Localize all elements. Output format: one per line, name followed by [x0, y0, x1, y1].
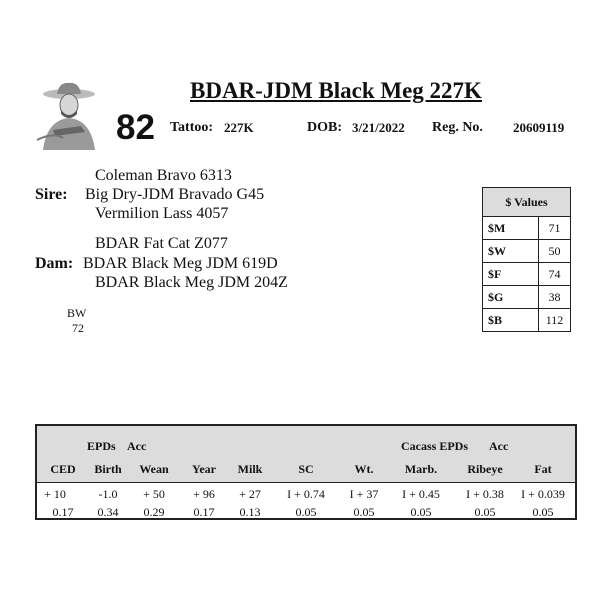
- bw-value: 72: [72, 321, 84, 335]
- epd-col-header: Marb.: [404, 462, 438, 476]
- table-row: [483, 286, 571, 309]
- dollar-key: $G: [483, 286, 539, 309]
- dollar-value: 112: [539, 309, 571, 332]
- table-row: [483, 217, 571, 240]
- dollar-key: $B: [483, 309, 539, 332]
- sire-label: Sire:: [35, 186, 68, 203]
- epd-accuracy: 0.05: [474, 505, 496, 519]
- dollar-value: 50: [539, 240, 571, 263]
- dob-label: DOB:: [307, 120, 342, 135]
- animal-name-title: BDAR-JDM Black Meg 227K: [190, 78, 482, 103]
- epd-col-header: Fat: [534, 462, 552, 476]
- epds-group-label: EPDs: [87, 439, 116, 453]
- epd-accuracy: 0.34: [97, 505, 119, 519]
- epd-accuracy: 0.05: [410, 505, 432, 519]
- epd-value: + 96: [193, 487, 215, 501]
- dam-sire: BDAR Fat Cat Z077: [95, 235, 228, 252]
- dam-dam: BDAR Black Meg JDM 204Z: [95, 274, 288, 291]
- epd-col-header: Wean: [139, 462, 169, 476]
- tattoo-label: Tattoo:: [170, 120, 214, 135]
- epd-col-header: Wt.: [354, 462, 374, 476]
- table-row: [483, 240, 571, 263]
- table-row: [483, 263, 571, 286]
- dam-name: BDAR Black Meg JDM 619D: [83, 255, 278, 272]
- epd-value: + 50: [143, 487, 165, 501]
- epd-table: [35, 424, 577, 520]
- epd-value: -1.0: [98, 487, 118, 501]
- epd-accuracy: 0.17: [52, 505, 74, 519]
- epd-col-header: CED: [50, 462, 76, 476]
- table-row: [483, 309, 571, 332]
- epd-value: I + 0.74: [287, 487, 325, 501]
- dollar-key: $M: [483, 217, 539, 240]
- epd-accuracy: 0.05: [295, 505, 317, 519]
- dollar-values-table: [482, 187, 571, 332]
- dollar-key: $F: [483, 263, 539, 286]
- ranch-logo: [33, 80, 103, 150]
- carcass-acc-label: Acc: [489, 439, 509, 453]
- epd-col-header: SC: [298, 462, 314, 476]
- epd-accuracy: 0.05: [532, 505, 554, 519]
- epd-accuracy: 0.29: [143, 505, 165, 519]
- dollar-value: 38: [539, 286, 571, 309]
- epd-value: I + 0.039: [521, 487, 565, 501]
- epd-accuracy: 0.05: [353, 505, 375, 519]
- epd-value: + 27: [239, 487, 261, 501]
- epd-accuracy: 0.13: [239, 505, 261, 519]
- epd-value: I + 0.45: [402, 487, 440, 501]
- sire-dam: Vermilion Lass 4057: [95, 205, 229, 222]
- epd-col-header: Milk: [237, 462, 263, 476]
- lot-number: 82: [116, 108, 155, 147]
- cowboy-sketch-icon: [33, 80, 103, 150]
- sire-name: Big Dry-JDM Bravado G45: [85, 186, 265, 203]
- dollar-value: 74: [539, 263, 571, 286]
- tattoo-value: 227K: [224, 120, 254, 135]
- dam-label: Dam:: [35, 255, 74, 272]
- reg-label: Reg. No.: [432, 120, 483, 135]
- epd-col-header: Ribeye: [467, 462, 503, 476]
- epds-acc-label: Acc: [127, 439, 147, 453]
- reg-value: 20609119: [513, 120, 565, 135]
- epd-col-header: Birth: [94, 462, 122, 476]
- epd-accuracy: 0.17: [193, 505, 215, 519]
- sire-sire: Coleman Bravo 6313: [95, 167, 232, 184]
- dollar-value: 71: [539, 217, 571, 240]
- epd-value: I + 0.38: [466, 487, 504, 501]
- epd-value: I + 37: [349, 487, 379, 501]
- dob-value: 3/21/2022: [352, 120, 405, 135]
- dollar-values-title: $ Values: [483, 188, 571, 217]
- carcass-group-label: Cacass EPDs: [401, 439, 469, 453]
- bw-label: BW: [67, 306, 87, 320]
- dollar-key: $W: [483, 240, 539, 263]
- epd-col-header: Year: [192, 462, 216, 476]
- epd-value: + 10: [44, 487, 66, 501]
- epd-divider: [37, 482, 575, 483]
